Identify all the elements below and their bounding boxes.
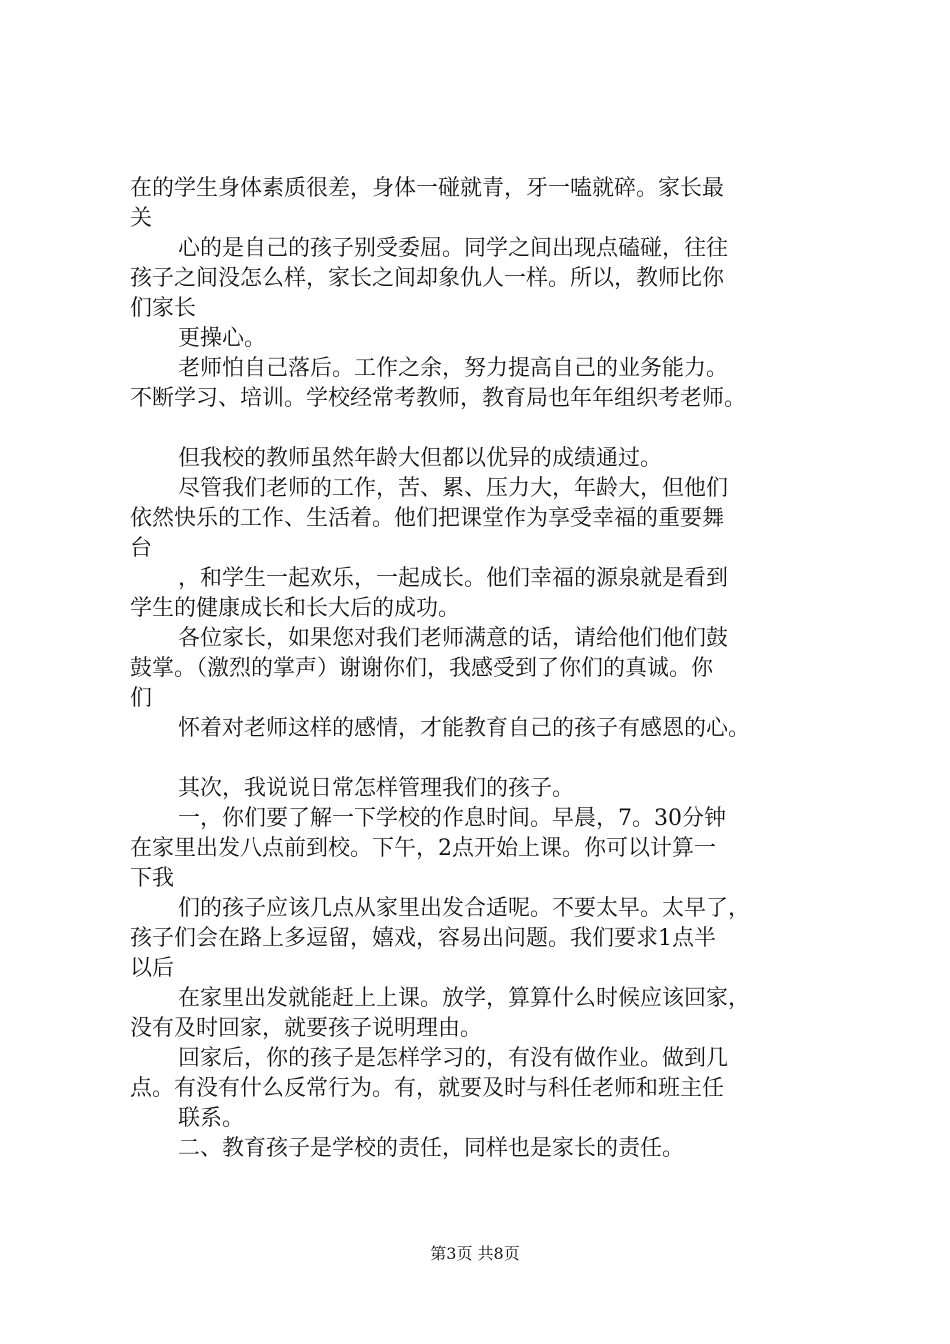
text-line: 联系。 bbox=[178, 1106, 245, 1131]
text-line: 各位家长，如果您对我们老师满意的话，请给他们他们鼓 bbox=[178, 626, 729, 651]
text-line: 关 bbox=[130, 206, 153, 231]
text-line: 孩子之间没怎么样，家长之间却象仇人一样。所以，教师比你 bbox=[130, 266, 725, 291]
paragraph-gap bbox=[130, 744, 840, 774]
text-line: 在的学生身体素质很差，身体一碰就青，牙一嗑就碎。家长最 bbox=[130, 176, 725, 201]
text-line: 老师怕自己落后。工作之余，努力提高自己的业务能力。 bbox=[178, 356, 729, 381]
text-line: 不断学习、培训。学校经常考教师，教育局也年年组织考老师。 bbox=[130, 386, 747, 411]
text-line: 台 bbox=[130, 536, 153, 561]
text-line: 在家里出发就能赶上上课。放学，算算什么时候应该回家， bbox=[178, 986, 751, 1011]
text-line: 孩子们会在路上多逗留，嬉戏，容易出问题。我们要求1点半 bbox=[130, 926, 716, 951]
text-line: 二、教育孩子是学校的责任，同样也是家长的责任。 bbox=[178, 1136, 685, 1161]
text-line: 但我校的教师虽然年龄大但都以优异的成绩通过。 bbox=[178, 446, 663, 471]
text-line: 以后 bbox=[130, 956, 175, 981]
text-line: 下我 bbox=[130, 866, 175, 891]
text-line: 怀着对老师这样的感情，才能教育自己的孩子有感恩的心。 bbox=[178, 716, 751, 741]
text-line: 尽管我们老师的工作，苦、累、压力大，年龄大，但他们 bbox=[178, 476, 729, 501]
text-line: 们家长 bbox=[130, 296, 197, 321]
text-line: ，和学生一起欢乐，一起成长。他们幸福的源泉就是看到 bbox=[178, 566, 729, 591]
text-line: 没有及时回家，就要孩子说明理由。 bbox=[130, 1016, 483, 1041]
text-line: 心的是自己的孩子别受委屈。同学之间出现点磕碰，往往 bbox=[178, 236, 729, 261]
text-line: 回家后，你的孩子是怎样学习的，有没有做作业。做到几 bbox=[178, 1046, 729, 1071]
body-text bbox=[130, 174, 840, 1164]
text-line: 在家里出发八点前到校。下午，2点开始上课。你可以计算一 bbox=[130, 836, 716, 861]
text-line: 一，你们要了解一下学校的作息时间。早晨，7。30分钟 bbox=[178, 806, 726, 831]
page-indicator: 第3页 共8页 bbox=[430, 1244, 520, 1263]
text-line: 更操心。 bbox=[178, 326, 267, 351]
text-line: 点。有没有什么反常行为。有，就要及时与科任老师和班主任 bbox=[130, 1076, 725, 1101]
text-line: 学生的健康成长和长大后的成功。 bbox=[130, 596, 461, 621]
text-line: 依然快乐的工作、生活着。他们把课堂作为享受幸福的重要舞 bbox=[130, 506, 725, 531]
paragraph-gap bbox=[130, 414, 840, 444]
text-line: 其次，我说说日常怎样管理我们的孩子。 bbox=[178, 776, 575, 801]
text-line: 们 bbox=[130, 686, 153, 711]
text-line: 鼓掌。（激烈的掌声）谢谢你们，我感受到了你们的真诚。你 bbox=[130, 656, 714, 681]
text-line: 们的孩子应该几点从家里出发合适呢。不要太早。太早了， bbox=[178, 896, 751, 921]
